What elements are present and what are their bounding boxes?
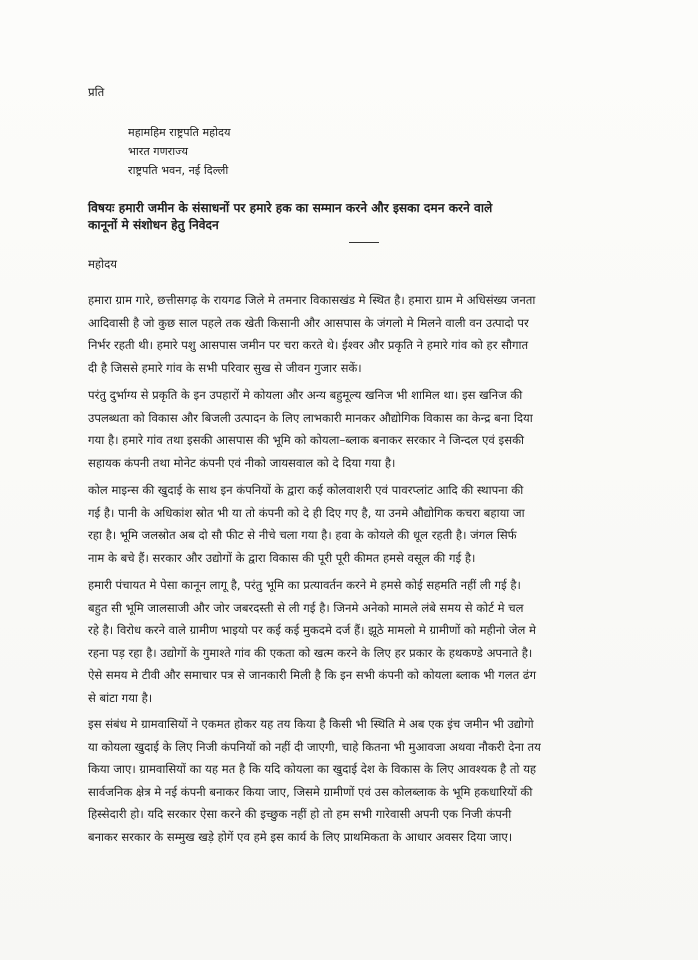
body-paragraph: [88, 713, 648, 848]
paragraph-line: गई है। पानी के अधिकांश स्रोत भी या तो कंपनी को दे ही दिए गए है, या उनमे औद्योगिक कचरा बहाया जा: [88, 505, 525, 520]
paragraph-line: रहना पड़ रहा है। उद्योगों के गुमाश्ते गांव की एकता को खत्म करने के लिए हर प्रकार के हथकण्डे अपनाते है।: [88, 645, 533, 660]
paragraph-line: सार्वजनिक क्षेत्र मे नई कंपनी बनाकर किया जाए, जिसमे ग्रामीणों एवं उस कोलब्लाक के भूमि हकधारियों की: [88, 784, 533, 799]
paragraph-line: हमारी पंचायत मे पेसा कानून लागू है, परंतु भूमि का प्रत्यावर्तन करने मे हमसे कोई सहमति नहीं ली गई है।: [88, 578, 521, 592]
paragraph-line: उपलब्धता को विकास और बिजली उत्पादन के लिए लाभकारी मानकर औद्योगिक विकास का केन्द्र बना दिया: [88, 410, 533, 425]
address-line: राष्ट्रपति भवन, नई दिल्ली: [128, 164, 229, 177]
paragraph-line: बहुत सी भूमि जालसाजी और जोर जबरदस्ती से ली गई है। जिनमे अनेको मामले लंबे समय से कोर्ट मे चल: [88, 600, 524, 615]
paragraph-line: ऐसे समय मे टीवी और समाचार पत्र से जानकारी मिली है कि इन सभी कंपनी को कोयला ब्लाक भी गलत ढंग: [88, 668, 536, 682]
paragraph-line: बनाकर सरकार के सम्मुख खड़े होगें एव हमे इस कार्य के लिए प्राथमिकता के आधार अवसर दिया जाए।: [88, 829, 513, 844]
paragraph-line: से बांटा गया है।: [88, 690, 153, 705]
paragraph-line: रहे है। विरोध करने वाले ग्रामीण भाइयो पर कई कई मुकदमे दर्ज हैं। झूठे मामलो मे ग्रामीणों को महीनो जेल मे: [88, 623, 536, 637]
subject-line: कानूनों मे संशोधन हेतु निवेदन: [88, 218, 219, 232]
paragraph-line: नाम के बचे हैं। सरकार और उद्योगों के द्वारा विकास की पूरी पूरी कीमत हमसे वसूल की गई है।: [88, 550, 476, 565]
body-paragraph: [88, 384, 648, 474]
paragraph-line: हिस्सेदारी हो। यदि सरकार ऐसा करने की इच्छुक नहीं हो तो हम सभी गारेवासी अपनी एक निजी कंपनी: [88, 807, 512, 821]
salutation: महोदय: [88, 257, 117, 271]
paragraph-line: या कोयला खुदाई के लिए निजी कंपनियों को नहीं दी जाएगी, चाहे कितना भी मुआवजा अथवा नौकरी देना तय: [88, 739, 541, 754]
subject-line: विषयः हमारी जमीन के संसाधनों पर हमारे हक का सम्मान करने और इसका दमन करने वाले: [88, 201, 493, 215]
address-line: महामहिम राष्ट्रपति महोदय: [128, 126, 231, 139]
paragraph-line: गया है। हमारे गांव तथा इसकी आसपास की भूमि को कोयला–ब्लाक बनाकर सरकार ने जिन्दल एवं इसकी: [88, 433, 524, 447]
paragraph-line: सहायक कंपनी तथा मोनेट कंपनी एवं नीको जायसवाल को दे दिया गया है।: [88, 455, 396, 470]
address-line: भारत गणराज्य: [128, 145, 189, 158]
paragraph-line: रहा है। भूमि जलस्रोत अब दो सौ फीट से नीचे चला गया है। हवा के कोयले की धूल रहती है। जंगल सिर्फ: [88, 528, 517, 542]
body-paragraph: [88, 574, 648, 709]
paragraph-line: निर्भर रहती थी। हमारे पशु आसपास जमीन पर चरा करते थे। ईश्वर और प्रकृति ने हमारे गांव को हर सौगात: [88, 338, 529, 352]
paragraph-line: इस संबंध मे ग्रामवासियों ने एकमत होकर यह तय किया है किसी भी स्थिति मे अब एक इंच जमीन भी उद्योगो: [88, 717, 534, 731]
paragraph-line: परंतु दुर्भाग्य से प्रकृति के इन उपहारों मे कोयला और अन्य बहुमूल्य खनिज भी शामिल था। इस खनिज की: [88, 388, 523, 402]
body-paragraph: [88, 479, 648, 569]
paragraph-line: दी है जिससे हमारे गांव के सभी परिवार सुख से जीवन गुजार सकें।: [88, 360, 362, 375]
body-paragraph: [88, 289, 648, 379]
recipient-prefix: प्रति: [88, 85, 105, 99]
divider: [349, 242, 379, 243]
paragraph-line: आदिवासी है जो कुछ साल पहले तक खेती किसानी और आसपास के जंगलो मे मिलने वाली वन उत्पादो पर: [88, 315, 529, 330]
paragraph-line: कोल माइन्स की खुदाई के साथ इन कंपनियों के द्वारा कई कोलवाशरी एवं पावरप्लांट आदि की स्थापना की: [88, 483, 524, 497]
paragraph-line: हमारा ग्राम गारे, छत्तीसगढ़ के रायगढ जिले मे तमनार विकासखंड मे स्थित है। हमारा ग्राम मे अधिसंख्य जनता: [88, 293, 536, 307]
paragraph-line: किया जाए। ग्रामवासियों का यह मत है कि यदि कोयला का खुदाई देश के विकास के लिए आवश्यक है तो यह: [88, 762, 537, 776]
